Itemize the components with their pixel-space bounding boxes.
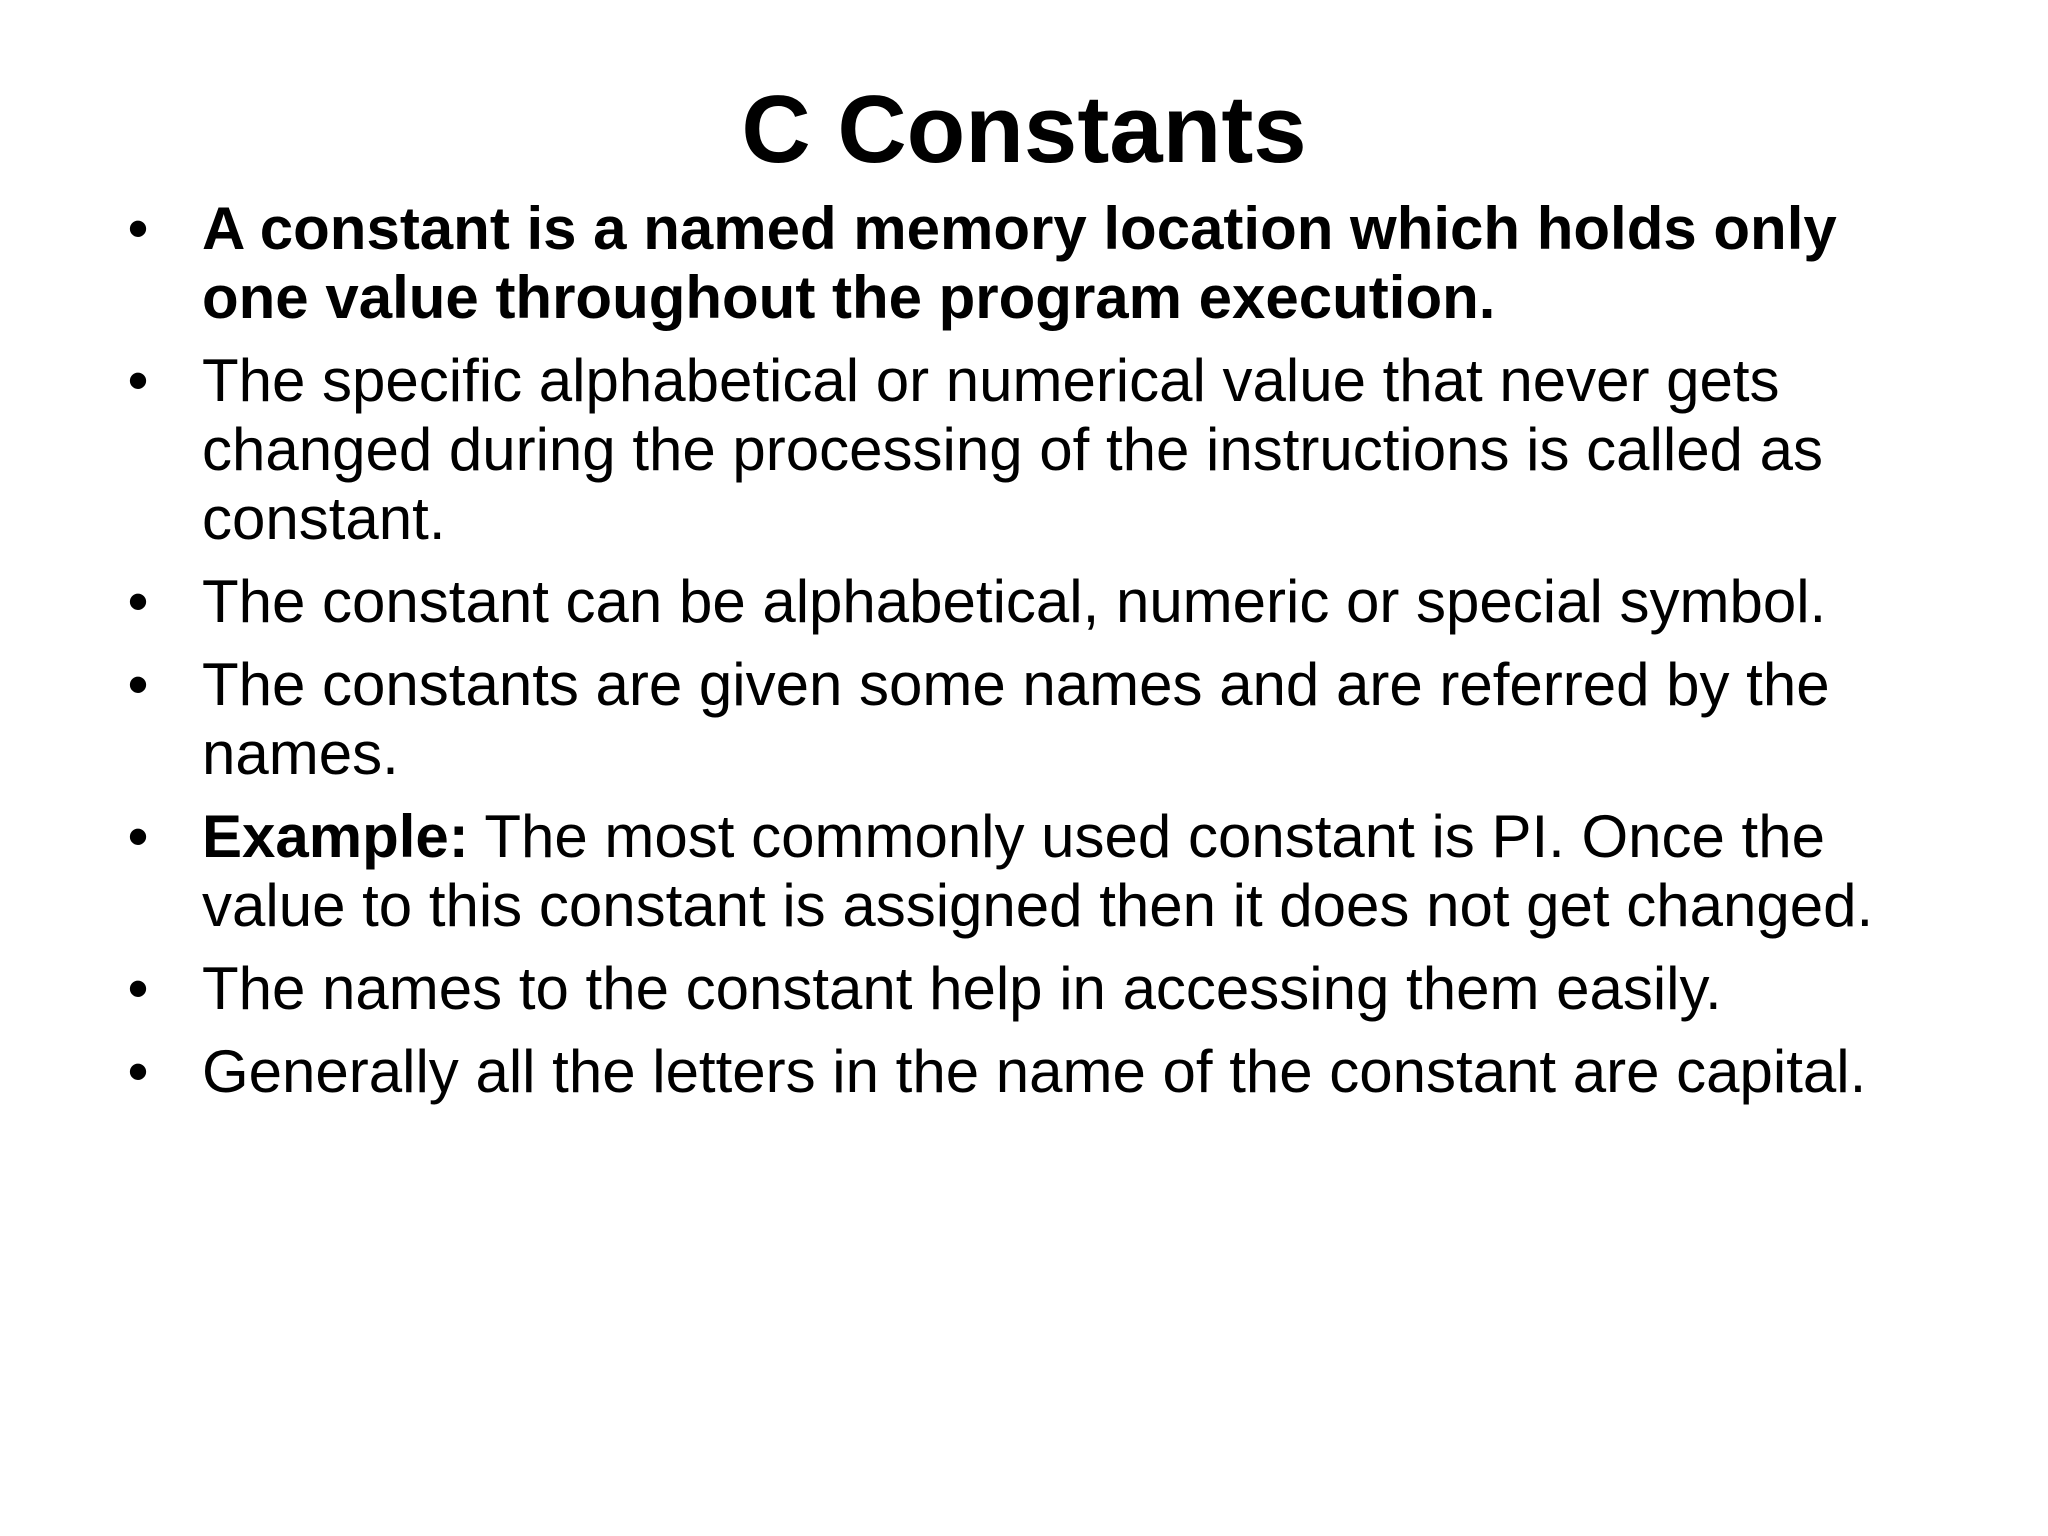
- bullet-item: [118, 194, 1958, 332]
- bullet-icon: •: [127, 651, 149, 718]
- bullet-text: The names to the constant help in accessing them easily.: [202, 955, 1722, 1022]
- bullet-text: A constant is a named memory location which holds only one value throughout the program execution.: [202, 195, 1837, 331]
- bullet-item: [118, 802, 1958, 940]
- bullet-icon: •: [127, 1038, 149, 1105]
- bullet-item: [118, 650, 1958, 788]
- bullet-item: [118, 954, 1958, 1023]
- bullet-item: [118, 1037, 1958, 1106]
- bullet-lead: Example:: [202, 803, 469, 870]
- bullet-icon: •: [127, 803, 149, 870]
- bullet-icon: •: [127, 347, 149, 414]
- bullet-text: The constants are given some names and are referred by the names.: [202, 651, 1830, 787]
- bullet-text: The specific alphabetical or numerical value that never gets changed during the processing of the instructions is called as constant.: [202, 347, 1823, 552]
- bullet-icon: •: [127, 955, 149, 1022]
- bullet-icon: •: [127, 568, 149, 635]
- bullet-item: [118, 567, 1958, 636]
- bullet-item: [118, 346, 1958, 553]
- bullet-text: The constant can be alphabetical, numeric or special symbol.: [202, 568, 1827, 635]
- bullet-list: [118, 194, 1958, 1120]
- bullet-text: Generally all the letters in the name of the constant are capital.: [202, 1038, 1867, 1105]
- bullet-icon: •: [127, 195, 149, 262]
- slide-title: C Constants: [741, 76, 1307, 183]
- bullet-text: The most commonly used constant is PI. Once the value to this constant is assigned then it does not get changed.: [202, 803, 1874, 939]
